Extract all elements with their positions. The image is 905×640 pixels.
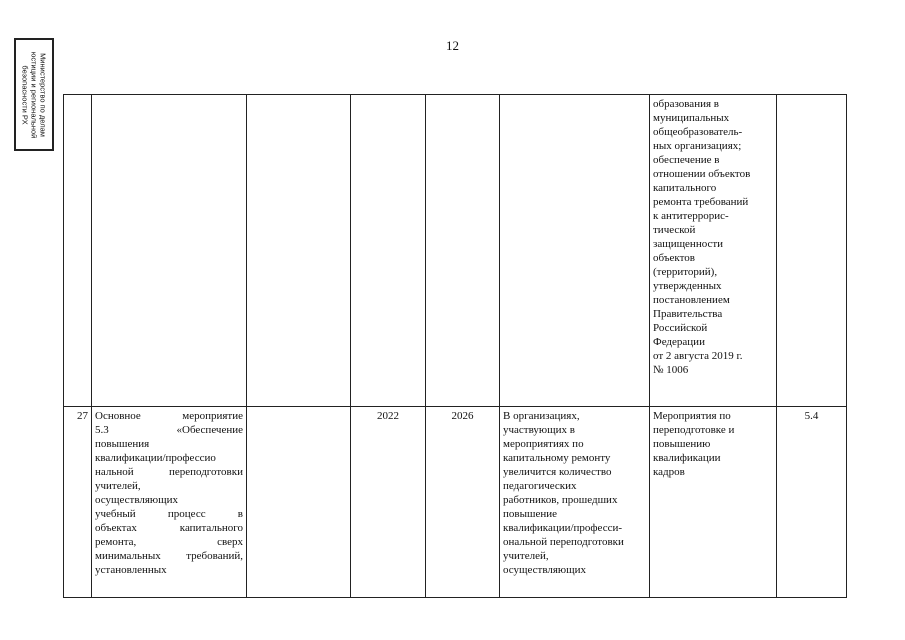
- program-link-line: повышению: [653, 438, 711, 450]
- ministry-stamp: [14, 38, 54, 151]
- page-number: 12: [446, 38, 459, 53]
- result-line: объектов: [653, 252, 695, 264]
- result-line: отношении объектов: [653, 168, 751, 180]
- result-line: ных организациях;: [653, 140, 742, 152]
- cell-executor: [247, 95, 351, 407]
- program-link-line: переподготовке и: [653, 424, 735, 436]
- program-table: [63, 94, 847, 598]
- cell-end-year: [426, 95, 500, 407]
- result-line: защищенности: [653, 238, 724, 250]
- result-line: ремонта требований: [653, 196, 749, 208]
- result-line: образования в: [653, 98, 719, 110]
- event-name-line: повышения: [95, 438, 150, 450]
- continuation-row: [64, 95, 847, 407]
- result-line: обеспечение в: [653, 154, 720, 166]
- expected-result-line: учителей,: [503, 550, 549, 562]
- event-name: [92, 407, 247, 598]
- result-line: № 1006: [653, 364, 689, 376]
- executor: [247, 407, 351, 598]
- event-name-line: нальной переподготовки: [95, 466, 243, 478]
- stamp-text: [21, 38, 48, 151]
- expected-result-line: ональной переподготовки: [503, 536, 624, 548]
- result-line: тической: [653, 224, 696, 236]
- result-line: постановлением: [653, 294, 730, 306]
- cell-number: [64, 95, 92, 407]
- expected-result-line: квалификации/професси-: [503, 522, 623, 534]
- event-name-line: квалификации/профессио: [95, 452, 216, 464]
- program-link-line: кадров: [653, 466, 685, 478]
- result-line: (территорий),: [653, 266, 718, 278]
- stamp-line: юстиции и региональной: [29, 51, 39, 138]
- table-row-27: [64, 407, 847, 598]
- expected-result-line: участвующих в: [503, 424, 575, 436]
- event-name-line: 5.3 «Обеспечение: [95, 424, 243, 436]
- result-line: к антитеррорис-: [653, 210, 729, 222]
- event-name-line: учителей,: [95, 480, 141, 492]
- result-line: утвержденных: [653, 280, 722, 292]
- result-line: от 2 августа 2019 г.: [653, 350, 743, 362]
- cell-start-year: [351, 95, 426, 407]
- result-line: Российской: [653, 322, 708, 334]
- event-name-line: осуществляющих: [95, 494, 178, 506]
- program-links: [650, 407, 777, 598]
- end-year: 2026: [426, 407, 500, 598]
- expected-result-line: мероприятиях по: [503, 438, 584, 450]
- result-line: муниципальных: [653, 112, 730, 124]
- expected-result: [500, 407, 650, 598]
- expected-result-line: педагогических: [503, 480, 577, 492]
- event-name-line: Основное мероприятие: [95, 410, 243, 422]
- result-line: общеобразователь-: [653, 126, 743, 138]
- program-link-line: Мероприятия по: [653, 410, 731, 422]
- result-line: Федерации: [653, 336, 705, 348]
- event-name-line: установленных: [95, 564, 167, 576]
- stamp-line: Министерство по делам: [38, 52, 48, 137]
- start-year: 2022: [351, 407, 426, 598]
- result-line: капитального: [653, 182, 717, 194]
- event-name-line: учебный процесс в: [95, 508, 243, 520]
- cell-indicator: [777, 95, 847, 407]
- program-link-line: квалификации: [653, 452, 721, 464]
- cell-consequences: [650, 95, 777, 407]
- expected-result-line: увеличится количество: [503, 466, 612, 478]
- event-name-line: ремонта, сверх: [95, 536, 243, 548]
- stamp-line: безопасности РХ: [20, 64, 30, 125]
- cell-name: [92, 95, 247, 407]
- expected-result-line: В организациях,: [503, 410, 580, 422]
- cell-expected-result: [500, 95, 650, 407]
- row-number: 27: [64, 407, 92, 598]
- expected-result-line: капитальному ремонту: [503, 452, 611, 464]
- result-line: Правительства: [653, 308, 723, 320]
- expected-result-line: осуществляющих: [503, 564, 586, 576]
- expected-result-line: работников, прошедших: [503, 494, 618, 506]
- expected-result-line: повышение: [503, 508, 557, 520]
- event-name-line: минимальных требований,: [95, 550, 243, 562]
- event-name-line: объектах капитального: [95, 522, 243, 534]
- indicator: 5.4: [777, 407, 847, 598]
